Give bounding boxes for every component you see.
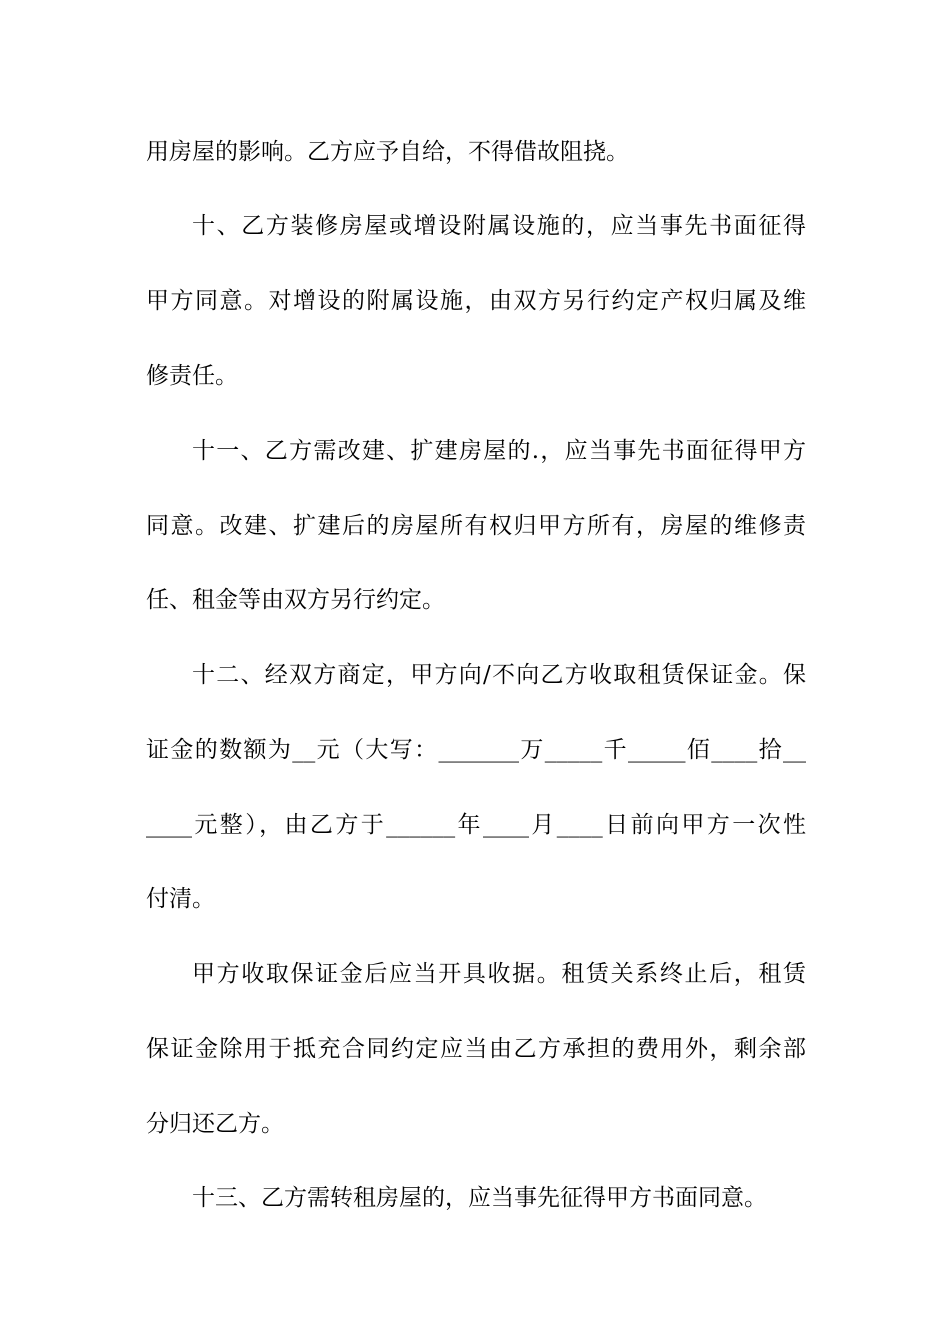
- deposit-date-line: ____元整），由乙方于______年____月____日前向甲方一次性: [146, 812, 806, 838]
- clause-12-line: 十二、经双方商定，甲方向/不向乙方收取租赁保证金。保: [192, 662, 806, 688]
- text-line: 保证金除用于抵充合同约定应当由乙方承担的费用外，剩余部: [146, 1036, 806, 1062]
- deposit-amount-line: 证金的数额为__元（大写：_______万_____千_____佰____拾__: [146, 737, 806, 763]
- text-line: 同意。改建、扩建后的房屋所有权归甲方所有，房屋的维修责: [146, 513, 806, 539]
- text-line: 修责任。: [146, 363, 238, 389]
- text-line: 分归还乙方。: [146, 1111, 284, 1137]
- text-line: 付清。: [146, 886, 215, 912]
- text-line: 任、租金等由双方另行约定。: [146, 587, 445, 613]
- clause-10-line: 十、乙方装修房屋或增设附属设施的，应当事先书面征得: [192, 213, 806, 239]
- text-line: 用房屋的影响。乙方应予自给，不得借故阻挠。: [146, 139, 629, 165]
- text-line: 甲方同意。对增设的附属设施，由双方另行约定产权归属及维: [146, 288, 806, 314]
- clause-13-line: 十三、乙方需转租房屋的，应当事先征得甲方书面同意。: [192, 1185, 767, 1211]
- receipt-paragraph-line: 甲方收取保证金后应当开具收据。租赁关系终止后，租赁: [192, 961, 806, 987]
- clause-11-line: 十一、乙方需改建、扩建房屋的.，应当事先书面征得甲方: [192, 438, 806, 464]
